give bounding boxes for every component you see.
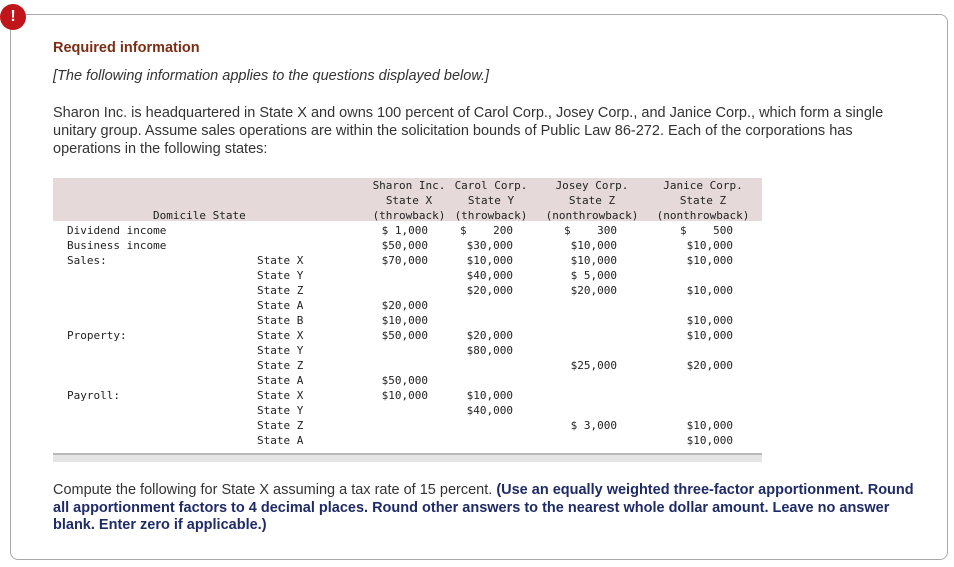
- column-header-line: (throwback): [372, 209, 446, 222]
- row-state: State X: [257, 329, 304, 342]
- table-cell-value: $20,000: [686, 359, 733, 372]
- table-cell-value: $10,000: [686, 314, 733, 327]
- table-cell-value: $40,000: [466, 404, 513, 417]
- table-cell-value: $20,000: [466, 329, 513, 342]
- row-label: Business income: [67, 239, 167, 252]
- table-cell-value: $10,000: [686, 284, 733, 297]
- domicile-state-label: Domicile State: [153, 209, 246, 222]
- info-note: [The following information applies to the questions displayed below.]: [53, 68, 490, 84]
- row-state: State X: [257, 389, 304, 402]
- table-cell-value: $20,000: [466, 284, 513, 297]
- table-cell-value: $40,000: [466, 269, 513, 282]
- row-label: Dividend income: [67, 224, 167, 237]
- table-cell-value: $50,000: [381, 374, 428, 387]
- column-header-line: Janice Corp.: [663, 179, 743, 192]
- table-cell-value: $10,000: [381, 314, 428, 327]
- row-state: State Z: [257, 419, 304, 432]
- table-cell-value: $ 200: [460, 224, 513, 237]
- row-label: Payroll:: [67, 389, 120, 402]
- table-cell-value: $10,000: [570, 239, 617, 252]
- table-cell-value: $50,000: [381, 329, 428, 342]
- row-state: State A: [257, 374, 304, 387]
- table-cell-value: $10,000: [686, 434, 733, 447]
- alert-icon: !: [0, 4, 26, 30]
- column-header-line: (nonthrowback): [545, 209, 639, 222]
- column-header-line: Carol Corp.: [454, 179, 528, 192]
- table-cell-value: $ 3,000: [570, 419, 617, 432]
- row-state: State Z: [257, 359, 304, 372]
- compute-text: Compute the following for State X assuming a tax rate of 15 percent.: [53, 482, 493, 498]
- table-cell-value: $ 500: [680, 224, 733, 237]
- data-table: [53, 178, 762, 461]
- row-state: State A: [257, 434, 304, 447]
- row-label: Property:: [67, 329, 127, 342]
- column-header-line: Josey Corp.: [555, 179, 629, 192]
- table-cell-value: $10,000: [686, 254, 733, 267]
- table-cell-value: $10,000: [570, 254, 617, 267]
- table-cell-value: $10,000: [466, 389, 513, 402]
- column-header-line: State Z: [568, 194, 616, 207]
- table-cell-value: $70,000: [381, 254, 428, 267]
- row-state: State Y: [257, 404, 304, 417]
- row-state: State X: [257, 254, 304, 267]
- table-cell-value: $10,000: [686, 239, 733, 252]
- section-title: Required information: [53, 40, 200, 56]
- table-footer-bar: [53, 453, 762, 462]
- table-cell-value: $ 1,000: [381, 224, 428, 237]
- row-state: State Y: [257, 269, 304, 282]
- table-cell-value: $50,000: [381, 239, 428, 252]
- column-header-line: (throwback): [454, 209, 528, 222]
- row-state: State Y: [257, 344, 304, 357]
- table-cell-value: $10,000: [466, 254, 513, 267]
- row-label: Sales:: [67, 254, 107, 267]
- table-cell-value: $20,000: [570, 284, 617, 297]
- table-cell-value: $80,000: [466, 344, 513, 357]
- table-cell-value: $10,000: [686, 419, 733, 432]
- table-cell-value: $ 300: [564, 224, 617, 237]
- table-cell-value: $10,000: [686, 329, 733, 342]
- column-header-line: State X: [385, 194, 433, 207]
- table-cell-value: $30,000: [466, 239, 513, 252]
- compute-instructions-bold: (Use an equally weighted three-factor apportionment. Round all apportionment factors to 4 decimal places. Round other answers to the nearest whole dollar amount. Leave no answer blank. Enter zero if applicable.): [53, 482, 914, 533]
- column-header-line: Sharon Inc.: [372, 179, 446, 192]
- compute-instructions: [53, 482, 923, 535]
- column-header-line: State Y: [467, 194, 515, 207]
- table-cell-value: $10,000: [381, 389, 428, 402]
- row-state: State A: [257, 299, 304, 312]
- column-header-line: (nonthrowback): [656, 209, 750, 222]
- table-cell-value: $ 5,000: [570, 269, 617, 282]
- row-state: State Z: [257, 284, 304, 297]
- problem-paragraph: Sharon Inc. is headquartered in State X and owns 100 percent of Carol Corp., Josey Corp., and Janice Corp., which form a single unitary group. Assume sales operations are within the solicitation bounds of Public Law 86-272. Each of the corporations has operations in the following states:: [53, 105, 884, 157]
- row-state: State B: [257, 314, 304, 327]
- table-cell-value: $20,000: [381, 299, 428, 312]
- table-cell-value: $25,000: [570, 359, 617, 372]
- column-header-line: State Z: [679, 194, 727, 207]
